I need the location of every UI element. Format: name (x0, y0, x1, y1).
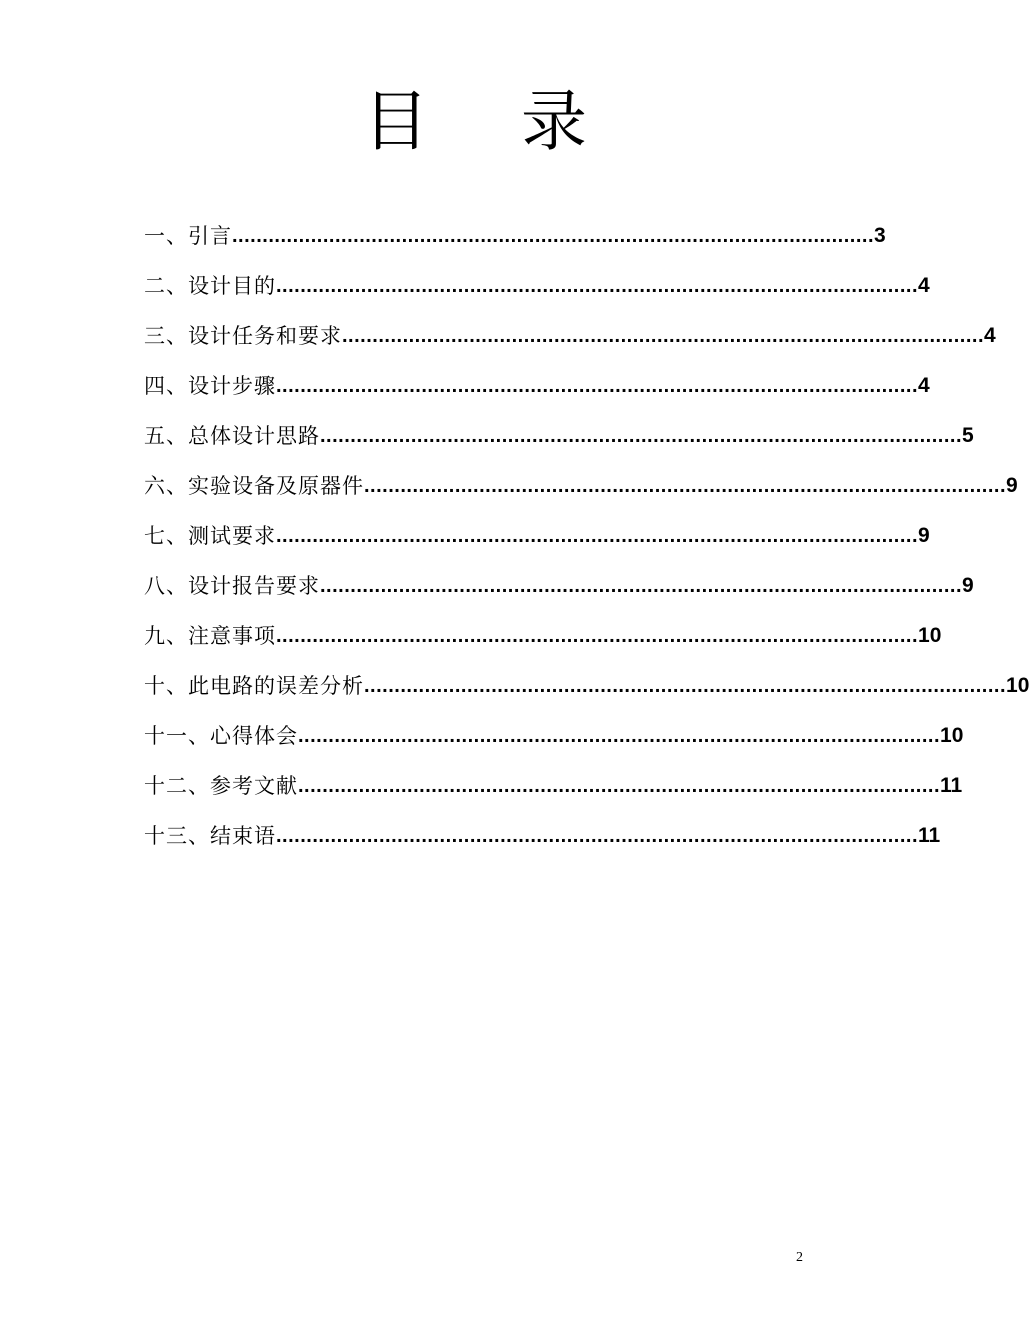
toc-entry-page: 3 (874, 224, 886, 247)
page-number: 2 (796, 1250, 803, 1265)
toc-entry-label: 一、引言 (144, 224, 232, 248)
toc-entry-label: 九、注意事项 (144, 624, 276, 648)
toc-dot-leader: .......................................................................................................... (276, 624, 919, 647)
toc-dot-leader: .......................................................................................................... (276, 524, 919, 547)
toc-entry-page: 9 (1006, 474, 1018, 497)
toc-entry-label: 七、测试要求 (144, 524, 276, 548)
toc-dot-leader: .......................................................................................................... (276, 274, 919, 297)
toc-entry-label: 六、实验设备及原器件 (144, 474, 364, 498)
toc-entry-page: 4 (918, 274, 930, 297)
toc-entry-8[interactable] (144, 568, 974, 602)
toc-entry-page: 9 (918, 524, 930, 547)
toc-entry-page: 11 (918, 824, 941, 847)
toc-entry-label: 三、设计任务和要求 (144, 324, 342, 348)
toc-dot-leader: .......................................................................................................... (342, 324, 985, 347)
toc-entry-page: 4 (984, 324, 996, 347)
toc-entry-13[interactable] (144, 818, 941, 852)
toc-entry-12[interactable] (144, 768, 963, 802)
toc-dot-leader: .......................................................................................................... (298, 774, 941, 797)
toc-entry-4[interactable] (144, 368, 930, 402)
page-title (0, 82, 950, 162)
toc-entry-page: 4 (918, 374, 930, 397)
toc-dot-leader: .......................................................................................................... (320, 574, 963, 597)
toc-dot-leader: .......................................................................................................... (364, 474, 1007, 497)
toc-entry-3[interactable] (144, 318, 996, 352)
toc-dot-leader: .......................................................................................................... (276, 374, 919, 397)
toc-entry-page: 10 (1006, 674, 1029, 697)
toc-dot-leader: .......................................................................................................... (320, 424, 963, 447)
toc-entry-page: 11 (940, 774, 963, 797)
toc-entry-page: 10 (940, 724, 964, 747)
title-char-2: 录 (521, 83, 587, 160)
toc-entry-label: 八、设计报告要求 (144, 574, 320, 598)
toc-entry-5[interactable] (144, 418, 974, 452)
toc-entry-label: 十一、心得体会 (144, 724, 298, 748)
toc-dot-leader: .......................................................................................................... (364, 674, 1007, 697)
toc-entry-label: 十三、结束语 (144, 824, 276, 848)
toc-entry-page: 5 (962, 424, 974, 447)
toc-dot-leader: .......................................................................................................... (276, 824, 919, 847)
toc-entry-11[interactable] (144, 718, 964, 752)
toc-entry-9[interactable] (144, 618, 942, 652)
toc-entry-7[interactable] (144, 518, 930, 552)
toc-entry-10[interactable] (144, 668, 1029, 702)
toc-entry-page: 9 (962, 574, 974, 597)
toc-entry-label: 二、设计目的 (144, 274, 276, 298)
toc-dot-leader: .......................................................................................................... (232, 224, 875, 247)
toc-entry-1[interactable] (144, 218, 886, 252)
toc-entry-6[interactable] (144, 468, 1018, 502)
toc-entry-label: 十二、参考文献 (144, 774, 298, 798)
title-char-1: 目 (363, 83, 429, 160)
toc-dot-leader: .......................................................................................................... (298, 724, 941, 747)
toc-entry-2[interactable] (144, 268, 930, 302)
toc-entry-label: 五、总体设计思路 (144, 424, 320, 448)
toc-entry-label: 四、设计步骤 (144, 374, 276, 398)
toc-entry-label: 十、此电路的误差分析 (144, 674, 364, 698)
toc-entry-page: 10 (918, 624, 942, 647)
